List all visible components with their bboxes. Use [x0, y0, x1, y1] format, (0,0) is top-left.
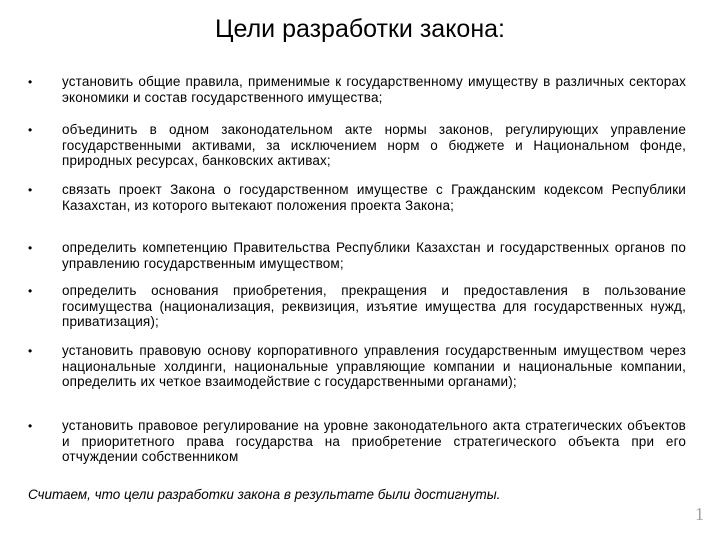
- bullet-icon: •: [28, 123, 33, 137]
- conclusion-text: Считаем, что цели разработки закона в результате были достигнуты.: [28, 487, 501, 502]
- goal-text: определить компетенцию Правительства Республики Казахстан и государственных органов по управлению государственным имуществом;: [62, 240, 686, 271]
- bullet-icon: •: [28, 419, 33, 433]
- bullet-icon: •: [28, 344, 33, 358]
- goal-text: установить общие правила, применимые к государственному имуществу в различных секторах экономики и состав государственного имущества;: [62, 74, 686, 105]
- bullet-icon: •: [28, 284, 33, 298]
- goal-text: связать проект Закона о государственном имуществе с Гражданским кодексом Республики Казахстан, из которого вытекают положения проекта Закона;: [62, 182, 686, 213]
- bullet-icon: •: [28, 183, 33, 197]
- goal-text: установить правовое регулирование на уровне законодательного акта стратегических объектов и приоритетного права государства на приобретение стратегического объекта при его отчуждении собственником: [62, 418, 686, 464]
- bullet-icon: •: [28, 241, 33, 255]
- bullet-icon: •: [28, 75, 33, 89]
- page-number: 1: [695, 504, 704, 524]
- goal-text: установить правовую основу корпоративного управления государственным имуществом через национальные холдинги, национальные управляющие компании и национальные компании, определить их четкое взаимодействие с государственными органами);: [62, 343, 686, 389]
- goal-text: определить основания приобретения, прекращения и предоставления в пользование госимущества (национализация, реквизиция, изъятие имущества для государственных нужд, приватизация);: [62, 283, 686, 329]
- slide-title: Цели разработки закона:: [215, 15, 505, 43]
- goal-text: объединить в одном законодательном акте нормы законов, регулирующих управление государственными активами, за исключением норм о бюджете и Национальном фонде, природных ресурсах, банковских активах;: [62, 122, 686, 168]
